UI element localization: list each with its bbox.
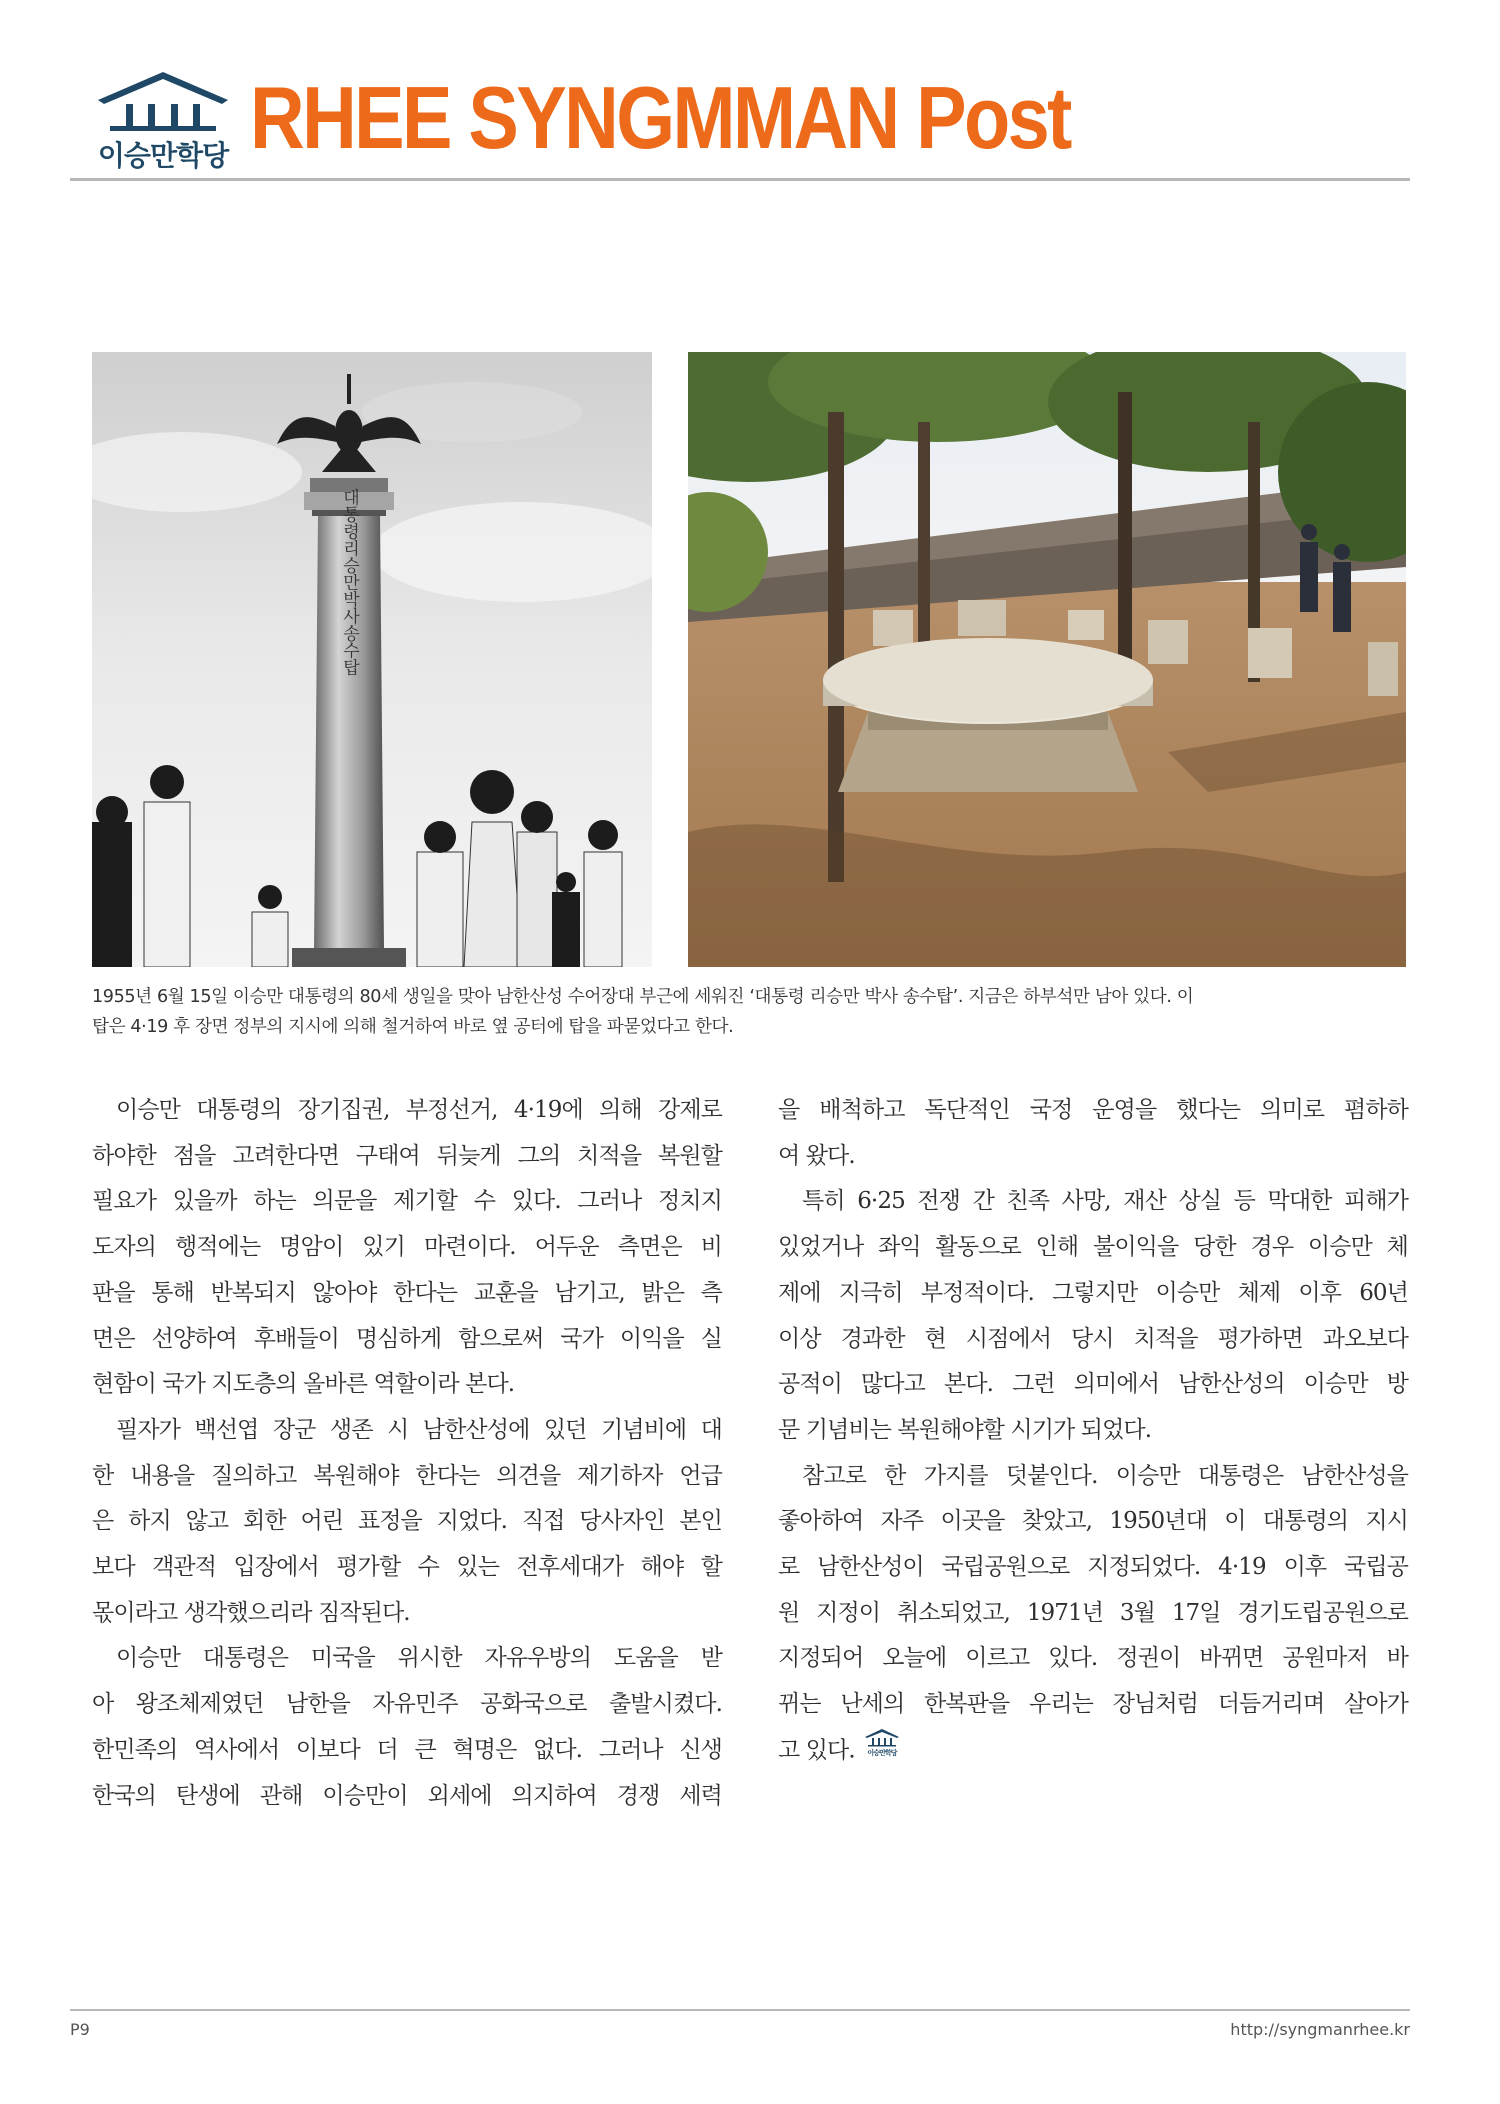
- logo: [88, 70, 238, 182]
- masthead: [70, 60, 1410, 180]
- historic-monument-photo: [92, 352, 652, 967]
- article-line: 하야한 점을 고려한다면 구태여 뒤늦게 그의 치적을 복원할: [92, 1142, 722, 1169]
- article-line: 한 내용을 질의하고 복원해야 한다는 의견을 제기하자 언급: [92, 1462, 722, 1489]
- article-line: 면은 선양하여 후배들이 명심하게 함으로써 국가 이익을 실: [92, 1325, 722, 1352]
- article-line: 필자가 백선엽 장군 생존 시 남한산성에 있던 기념비에 대: [116, 1416, 722, 1443]
- logo-text: 이승만학당: [97, 139, 229, 172]
- end-logo: [863, 1728, 901, 1775]
- article-line: 제에 지극히 부정적이다. 그렇지만 이승만 체제 이후 60년: [778, 1279, 1408, 1306]
- article-line: 좋아하여 자주 이곳을 찾았고, 1950년대 이 대통령의 지시: [778, 1508, 1408, 1535]
- article-line: 공적이 많다고 본다. 그런 의미에서 남한산성의 이승만 방: [778, 1371, 1408, 1398]
- article-line: 아 왕조체제였던 남한을 자유민주 공화국으로 출발시켰다.: [92, 1691, 722, 1718]
- article-line: 보다 객관적 입장에서 평가할 수 있는 전후세대가 해야 할: [92, 1554, 722, 1581]
- article-line: 현함이 국가 지도층의 올바른 역할이라 본다.: [92, 1371, 515, 1398]
- article-line: 이상 경과한 현 시점에서 당시 치적을 평가하면 과오보다: [778, 1325, 1408, 1352]
- article-line: 한민족의 역사에서 이보다 더 큰 혁명은 없다. 그러나 신생: [92, 1736, 722, 1763]
- header-divider: [70, 178, 1410, 181]
- article-line: 참고로 한 가지를 덧붙인다. 이승만 대통령은 남한산성을: [802, 1462, 1408, 1489]
- svg-text:이승만학당: 이승만학당: [867, 1748, 897, 1757]
- monument-inscription: 대통령리승만박사송수탑: [339, 488, 359, 676]
- page-number: P9: [70, 2020, 90, 2039]
- article-line: 이승만 대통령은 미국을 위시한 자유우방의 도움을 받: [116, 1645, 722, 1672]
- article-line: 도자의 행적에는 명암이 있기 마련이다. 어두운 측면은 비: [92, 1234, 722, 1261]
- caption-line-1: 1955년 6월 15일 이승만 대통령의 80세 생일을 맞아 남한산성 수어장대 부근에 세워진 ‘대통령 리승만 박사 송수탑’. 지금은 하부석만 남아 있다. 이: [92, 987, 1194, 1007]
- caption-line-2: 탑은 4·19 후 장면 정부의 지시에 의해 철거하여 바로 옆 공터에 탑을 파묻었다고 한다.: [92, 1017, 734, 1037]
- site-url-link[interactable]: http://syngmanrhee.kr: [1230, 2020, 1410, 2039]
- article-line: 몫이라고 생각했으리라 짐작된다.: [92, 1599, 410, 1626]
- school-building-icon: [863, 1728, 901, 1758]
- school-building-icon: [88, 70, 238, 132]
- article-line: 고 있다.: [778, 1737, 855, 1764]
- article-line: 문 기념비는 복원해야할 시기가 되었다.: [778, 1416, 1152, 1443]
- article-column-left: [92, 1088, 722, 1819]
- page-title: RHEE SYNGMMAN Post: [250, 68, 1070, 167]
- article-line: 한국의 탄생에 관해 이승만이 외세에 의지하여 경쟁 세력: [92, 1782, 722, 1809]
- article-line: 여 왔다.: [778, 1142, 855, 1169]
- article-line: 특히 6·25 전쟁 간 친족 사망, 재산 상실 등 막대한 피해가: [802, 1188, 1408, 1215]
- article-line: 있었거나 좌익 활동으로 인해 불이익을 당한 경우 이승만 체: [778, 1234, 1408, 1261]
- article-line: 로 남한산성이 국립공원으로 지정되었다. 4·19 이후 국립공: [778, 1554, 1408, 1581]
- article-last-line: [778, 1728, 1408, 1775]
- article-column-right: [778, 1088, 1408, 1775]
- article-line: 필요가 있을까 하는 의문을 제기할 수 있다. 그러나 정치지: [92, 1188, 722, 1215]
- article-line: 판을 통해 반복되지 않아야 한다는 교훈을 남기고, 밝은 측: [92, 1279, 722, 1306]
- footer-divider: [70, 2009, 1410, 2011]
- article-line: 지정되어 오늘에 이르고 있다. 정권이 바뀌면 공원마저 바: [778, 1645, 1408, 1672]
- article-line: 뀌는 난세의 한복판을 우리는 장님처럼 더듬거리며 살아가: [778, 1691, 1408, 1718]
- article-line: 을 배척하고 독단적인 국정 운영을 했다는 의미로 폄하하: [778, 1097, 1408, 1123]
- article-line: 은 하지 않고 회한 어린 표정을 지었다. 직접 당사자인 본인: [92, 1508, 722, 1535]
- remaining-base-stone-photo: [688, 352, 1406, 967]
- photo-caption: [92, 982, 1410, 1042]
- article-line: 원 지정이 취소되었고, 1971년 3월 17일 경기도립공원으로: [778, 1599, 1408, 1626]
- article-line: 이승만 대통령의 장기집권, 부정선거, 4·19에 의해 강제로: [116, 1097, 722, 1123]
